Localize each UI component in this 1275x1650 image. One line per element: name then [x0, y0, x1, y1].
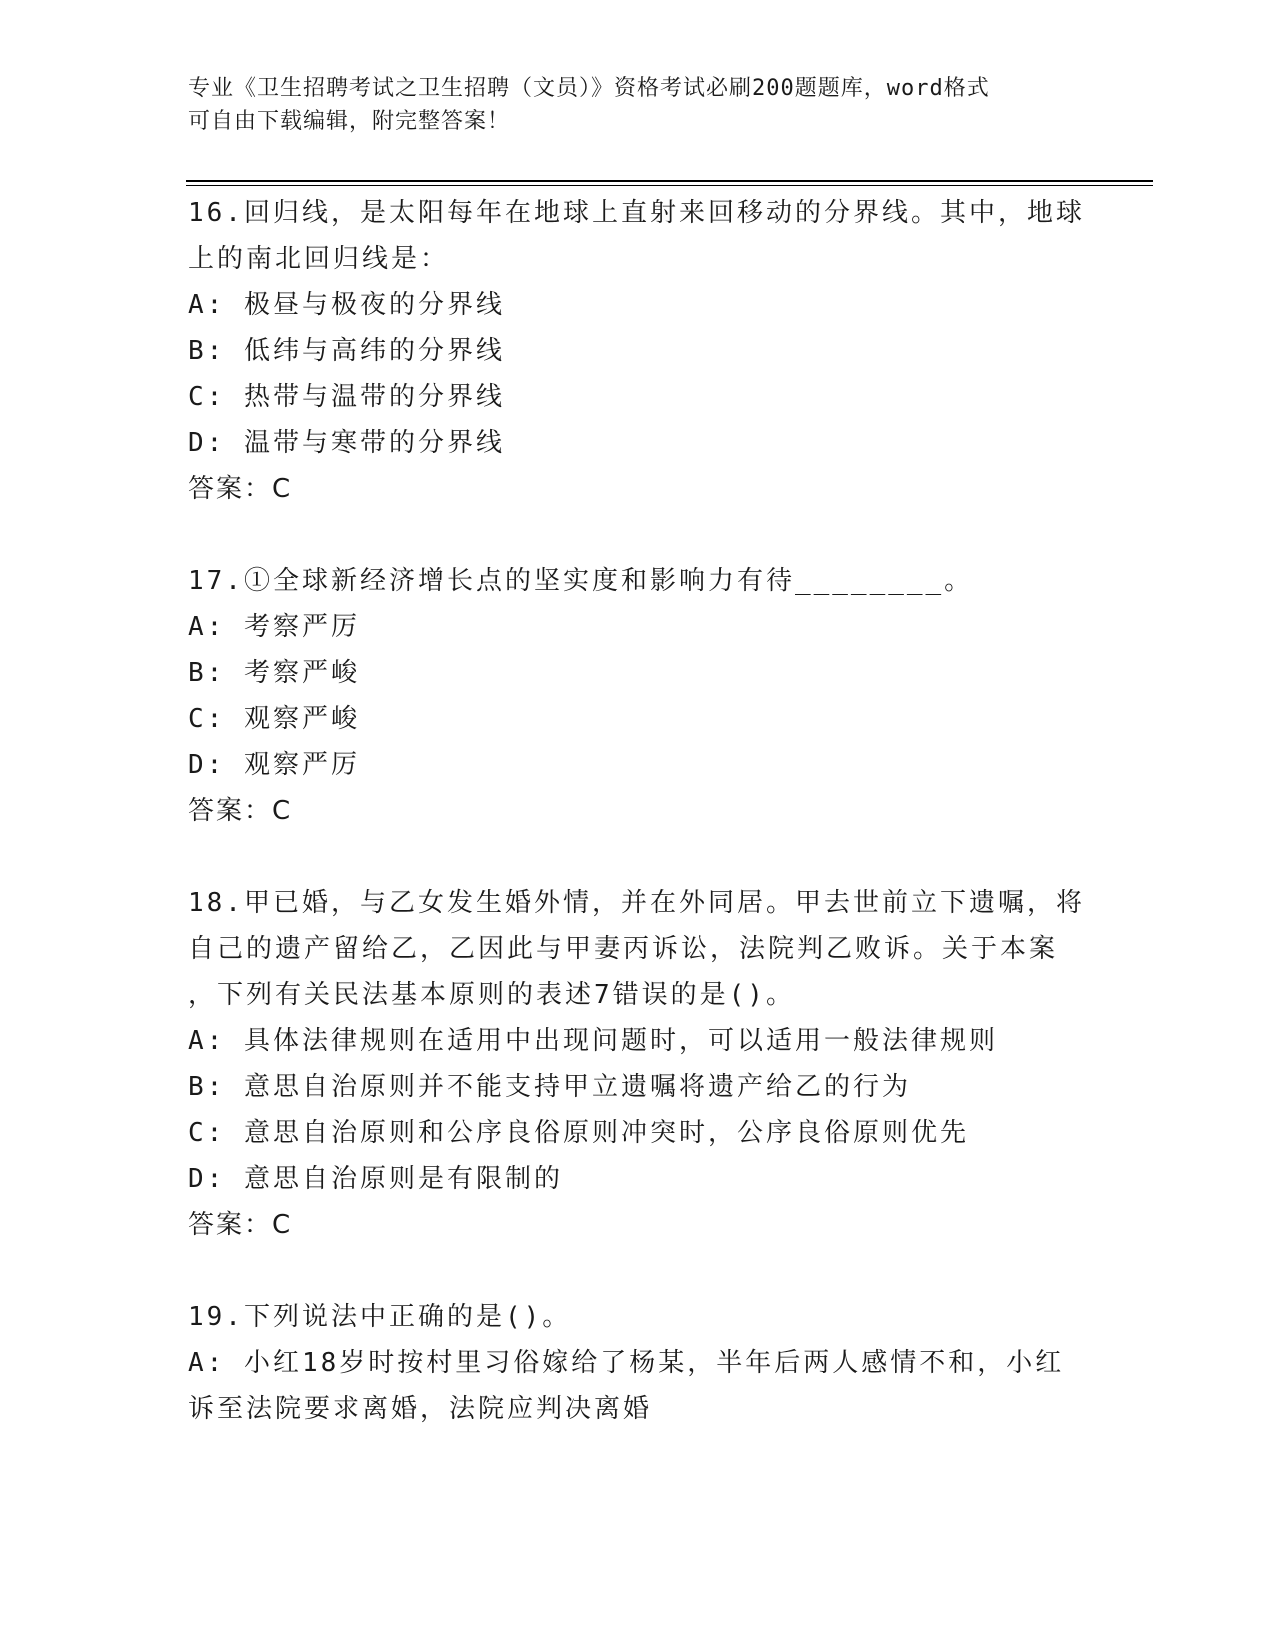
- option-d: D: 温带与寒带的分界线: [188, 428, 505, 458]
- answer-label: 答案：C: [188, 796, 293, 826]
- option-c: C: 热带与温带的分界线: [188, 382, 505, 412]
- option-d: D: 意思自治原则是有限制的: [188, 1164, 563, 1194]
- option-a: A: 极昼与极夜的分界线: [188, 290, 505, 320]
- option-a: A: 具体法律规则在适用中出现问题时，可以适用一般法律规则: [188, 1026, 998, 1056]
- question-text-line: 17.①全球新经济增长点的坚实度和影响力有待________。: [188, 566, 974, 596]
- question-list: [188, 190, 1088, 1432]
- question-16: [188, 190, 1088, 512]
- question-19: [188, 1294, 1088, 1432]
- question-text-line: 自己的遗产留给乙，乙因此与甲妻丙诉讼，法院判乙败诉。关于本案: [188, 934, 1059, 964]
- document-header: [188, 72, 1068, 138]
- option-c: C: 观察严峻: [188, 704, 360, 734]
- answer-label: 答案：C: [188, 1210, 293, 1240]
- question-18: [188, 880, 1088, 1248]
- option-b: B: 低纬与高纬的分界线: [188, 336, 505, 366]
- header-divider-thin: [186, 185, 1153, 186]
- question-text-line: 上的南北回归线是：: [188, 244, 450, 274]
- header-line-2: 可自由下载编辑，附完整答案！: [188, 109, 511, 134]
- question-text-line: 19.下列说法中正确的是()。: [188, 1302, 572, 1332]
- question-text-line: 16.回归线，是太阳每年在地球上直射来回移动的分界线。其中，地球: [188, 198, 1085, 228]
- option-c: C: 意思自治原则和公序良俗原则冲突时，公序良俗原则优先: [188, 1118, 969, 1148]
- question-text-line: 18.甲已婚，与乙女发生婚外情，并在外同居。甲去世前立下遗嘱，将: [188, 888, 1085, 918]
- answer-label: 答案：C: [188, 474, 293, 504]
- header-line-1: 专业《卫生招聘考试之卫生招聘（文员）》资格考试必刷200题题库，word格式: [188, 76, 990, 101]
- question-spacer: [188, 834, 1088, 880]
- question-spacer: [188, 1248, 1088, 1294]
- option-a: A: 小红18岁时按村里习俗嫁给了杨某，半年后两人感情不和，小红: [188, 1348, 1065, 1378]
- question-17: [188, 558, 1088, 834]
- option-a: A: 考察严厉: [188, 612, 360, 642]
- question-spacer: [188, 512, 1088, 558]
- option-d: D: 观察严厉: [188, 750, 360, 780]
- option-b: B: 考察严峻: [188, 658, 360, 688]
- question-text-line: ，下列有关民法基本原则的表述7错误的是()。: [188, 980, 795, 1010]
- option-b: B: 意思自治原则并不能支持甲立遗嘱将遗产给乙的行为: [188, 1072, 911, 1102]
- header-divider-thick: [186, 180, 1153, 182]
- option-a-continued: 诉至法院要求离婚，法院应判决离婚: [188, 1394, 653, 1424]
